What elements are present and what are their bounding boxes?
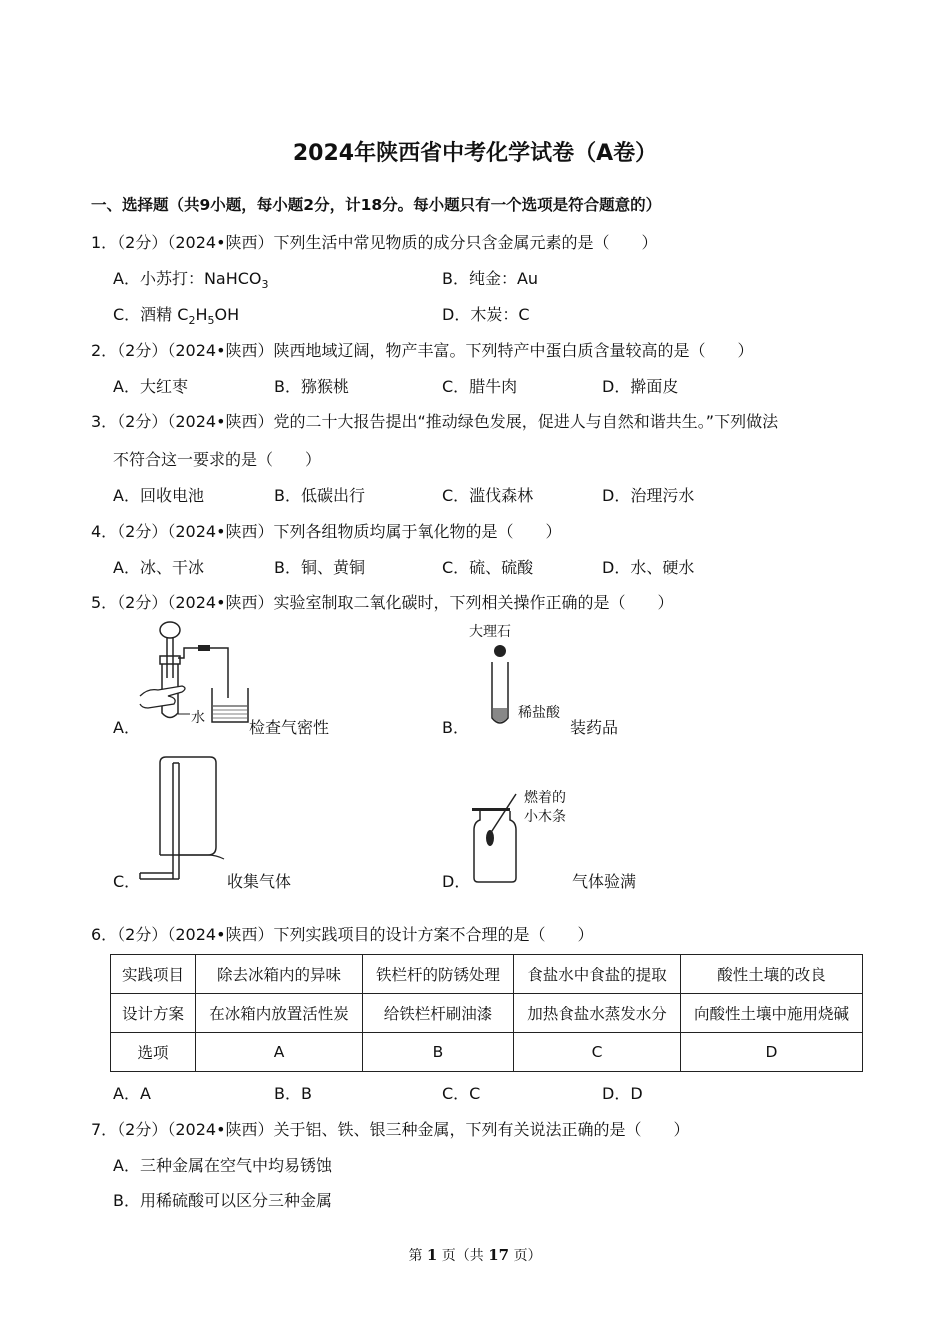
question-5-option-b-letter: B． — [442, 718, 469, 737]
question-5-d-stick-label-2: 小木条 — [524, 809, 566, 825]
question-5-stem: 5．（2分）（2024•陕西）实验室制取二氧化碳时，下列相关操作正确的是（ ） — [91, 593, 674, 612]
question-2-option-d: D．擀面皮 — [602, 377, 679, 396]
question-7-option-b: B．用稀硫酸可以区分三种金属 — [113, 1191, 332, 1210]
table-cell: 给铁栏杆刷油漆 — [363, 994, 514, 1033]
table-cell: 酸性土壤的改良 — [681, 955, 863, 994]
question-5-b-acid-label: 稀盐酸 — [518, 705, 560, 721]
question-4-stem: 4．（2分）（2024•陕西）下列各组物质均属于氧化物的是（ ） — [91, 522, 562, 541]
question-1-option-d: D．木炭：C — [442, 305, 530, 324]
question-5-a-water-label: 水 — [191, 710, 205, 726]
question-6-option-a: A．A — [113, 1084, 151, 1103]
table-cell: C — [514, 1033, 681, 1072]
table-row — [111, 1033, 863, 1072]
question-6-stem: 6．（2分）（2024•陕西）下列实践项目的设计方案不合理的是（ ） — [91, 925, 594, 944]
table-cell: 设计方案 — [111, 994, 196, 1033]
page-total: 17 — [488, 1246, 510, 1264]
question-2-option-c: C．腊牛肉 — [442, 377, 518, 396]
question-5-option-a-letter: A． — [113, 718, 140, 737]
gas-full-test-figure — [468, 790, 528, 886]
table-cell: 选项 — [111, 1033, 196, 1072]
table-cell: 向酸性土壤中施用烧碱 — [681, 994, 863, 1033]
section-heading: 一、选择题（共9小题，每小题2分，计18分。每小题只有一个选项是符合题意的） — [91, 196, 662, 214]
question-6-option-c: C．C — [442, 1084, 481, 1103]
question-5-d-stick-label-1: 燃着的 — [524, 790, 566, 806]
test-tube-figure — [485, 640, 515, 730]
question-4-option-a: A．冰、干冰 — [113, 558, 204, 577]
question-4-option-b: B．铜、黄铜 — [274, 558, 365, 577]
question-3-option-a: A．回收电池 — [113, 486, 204, 505]
page-number: 1 — [426, 1246, 438, 1264]
table-cell: 除去冰箱内的异味 — [196, 955, 363, 994]
question-1-stem: 1．（2分）（2024•陕西）下列生活中常见物质的成分只含金属元素的是（ ） — [91, 233, 658, 252]
question-7-stem: 7．（2分）（2024•陕西）关于铝、铁、银三种金属，下列有关说法正确的是（ ） — [91, 1120, 690, 1139]
page-footer: 第 1 页（共 17 页） — [408, 1246, 542, 1264]
question-3-stem-line2: 不符合这一要求的是（ ） — [113, 450, 322, 469]
question-4-option-c: C．硫、硫酸 — [442, 558, 534, 577]
table-cell: B — [363, 1033, 514, 1072]
table-cell: 在冰箱内放置活性炭 — [196, 994, 363, 1033]
table-cell: D — [681, 1033, 863, 1072]
question-4-option-d: D．水、硬水 — [602, 558, 695, 577]
question-1-option-c: C．酒精 $C_2H_5OH$ — [113, 305, 240, 328]
question-1-option-b: B．纯金：Au — [442, 269, 539, 288]
question-5-option-a-caption: 检查气密性 — [249, 718, 330, 737]
question-2-option-a: A．大红枣 — [113, 377, 188, 396]
table-cell: A — [196, 1033, 363, 1072]
question-3-option-b: B．低碳出行 — [274, 486, 365, 505]
question-5-b-marble-label: 大理石 — [469, 624, 511, 640]
question-2-stem: 2．（2分）（2024•陕西）陕西地域辽阔，物产丰富。下列特产中蛋白质含量较高的是（ ） — [91, 341, 754, 360]
table-cell: 实践项目 — [111, 955, 196, 994]
question-3-option-d: D．治理污水 — [602, 486, 695, 505]
question-5-option-c-caption: 收集气体 — [227, 872, 292, 891]
question-3-stem-line1: 3．（2分）（2024•陕西）党的二十大报告提出“推动绿色发展，促进人与自然和谐共生。”下列做法 — [91, 412, 779, 431]
table-row — [111, 994, 863, 1033]
gas-collection-bottle-figure — [138, 755, 228, 885]
question-6-table — [110, 954, 863, 1072]
question-5-option-d-letter: D． — [442, 872, 471, 891]
table-cell: 铁栏杆的防锈处理 — [363, 955, 514, 994]
question-6-option-d: D．D — [602, 1084, 643, 1103]
question-3-option-c: C．滥伐森林 — [442, 486, 534, 505]
question-5-option-b-caption: 装药品 — [570, 718, 619, 737]
question-6-option-b: B．B — [274, 1084, 312, 1103]
table-cell: 食盐水中食盐的提取 — [514, 955, 681, 994]
paper-title: 2024年陕西省中考化学试卷（A卷） — [292, 141, 658, 166]
question-5-option-c-letter: C． — [113, 872, 141, 891]
question-1-option-a: A．小苏打：NaHCO$_3$ — [113, 269, 269, 292]
question-5-option-d-caption: 气体验满 — [572, 872, 637, 891]
question-7-option-a: A．三种金属在空气中均易锈蚀 — [113, 1156, 332, 1175]
question-2-option-b: B．猕猴桃 — [274, 377, 349, 396]
table-row — [111, 955, 863, 994]
table-cell: 加热食盐水蒸发水分 — [514, 994, 681, 1033]
